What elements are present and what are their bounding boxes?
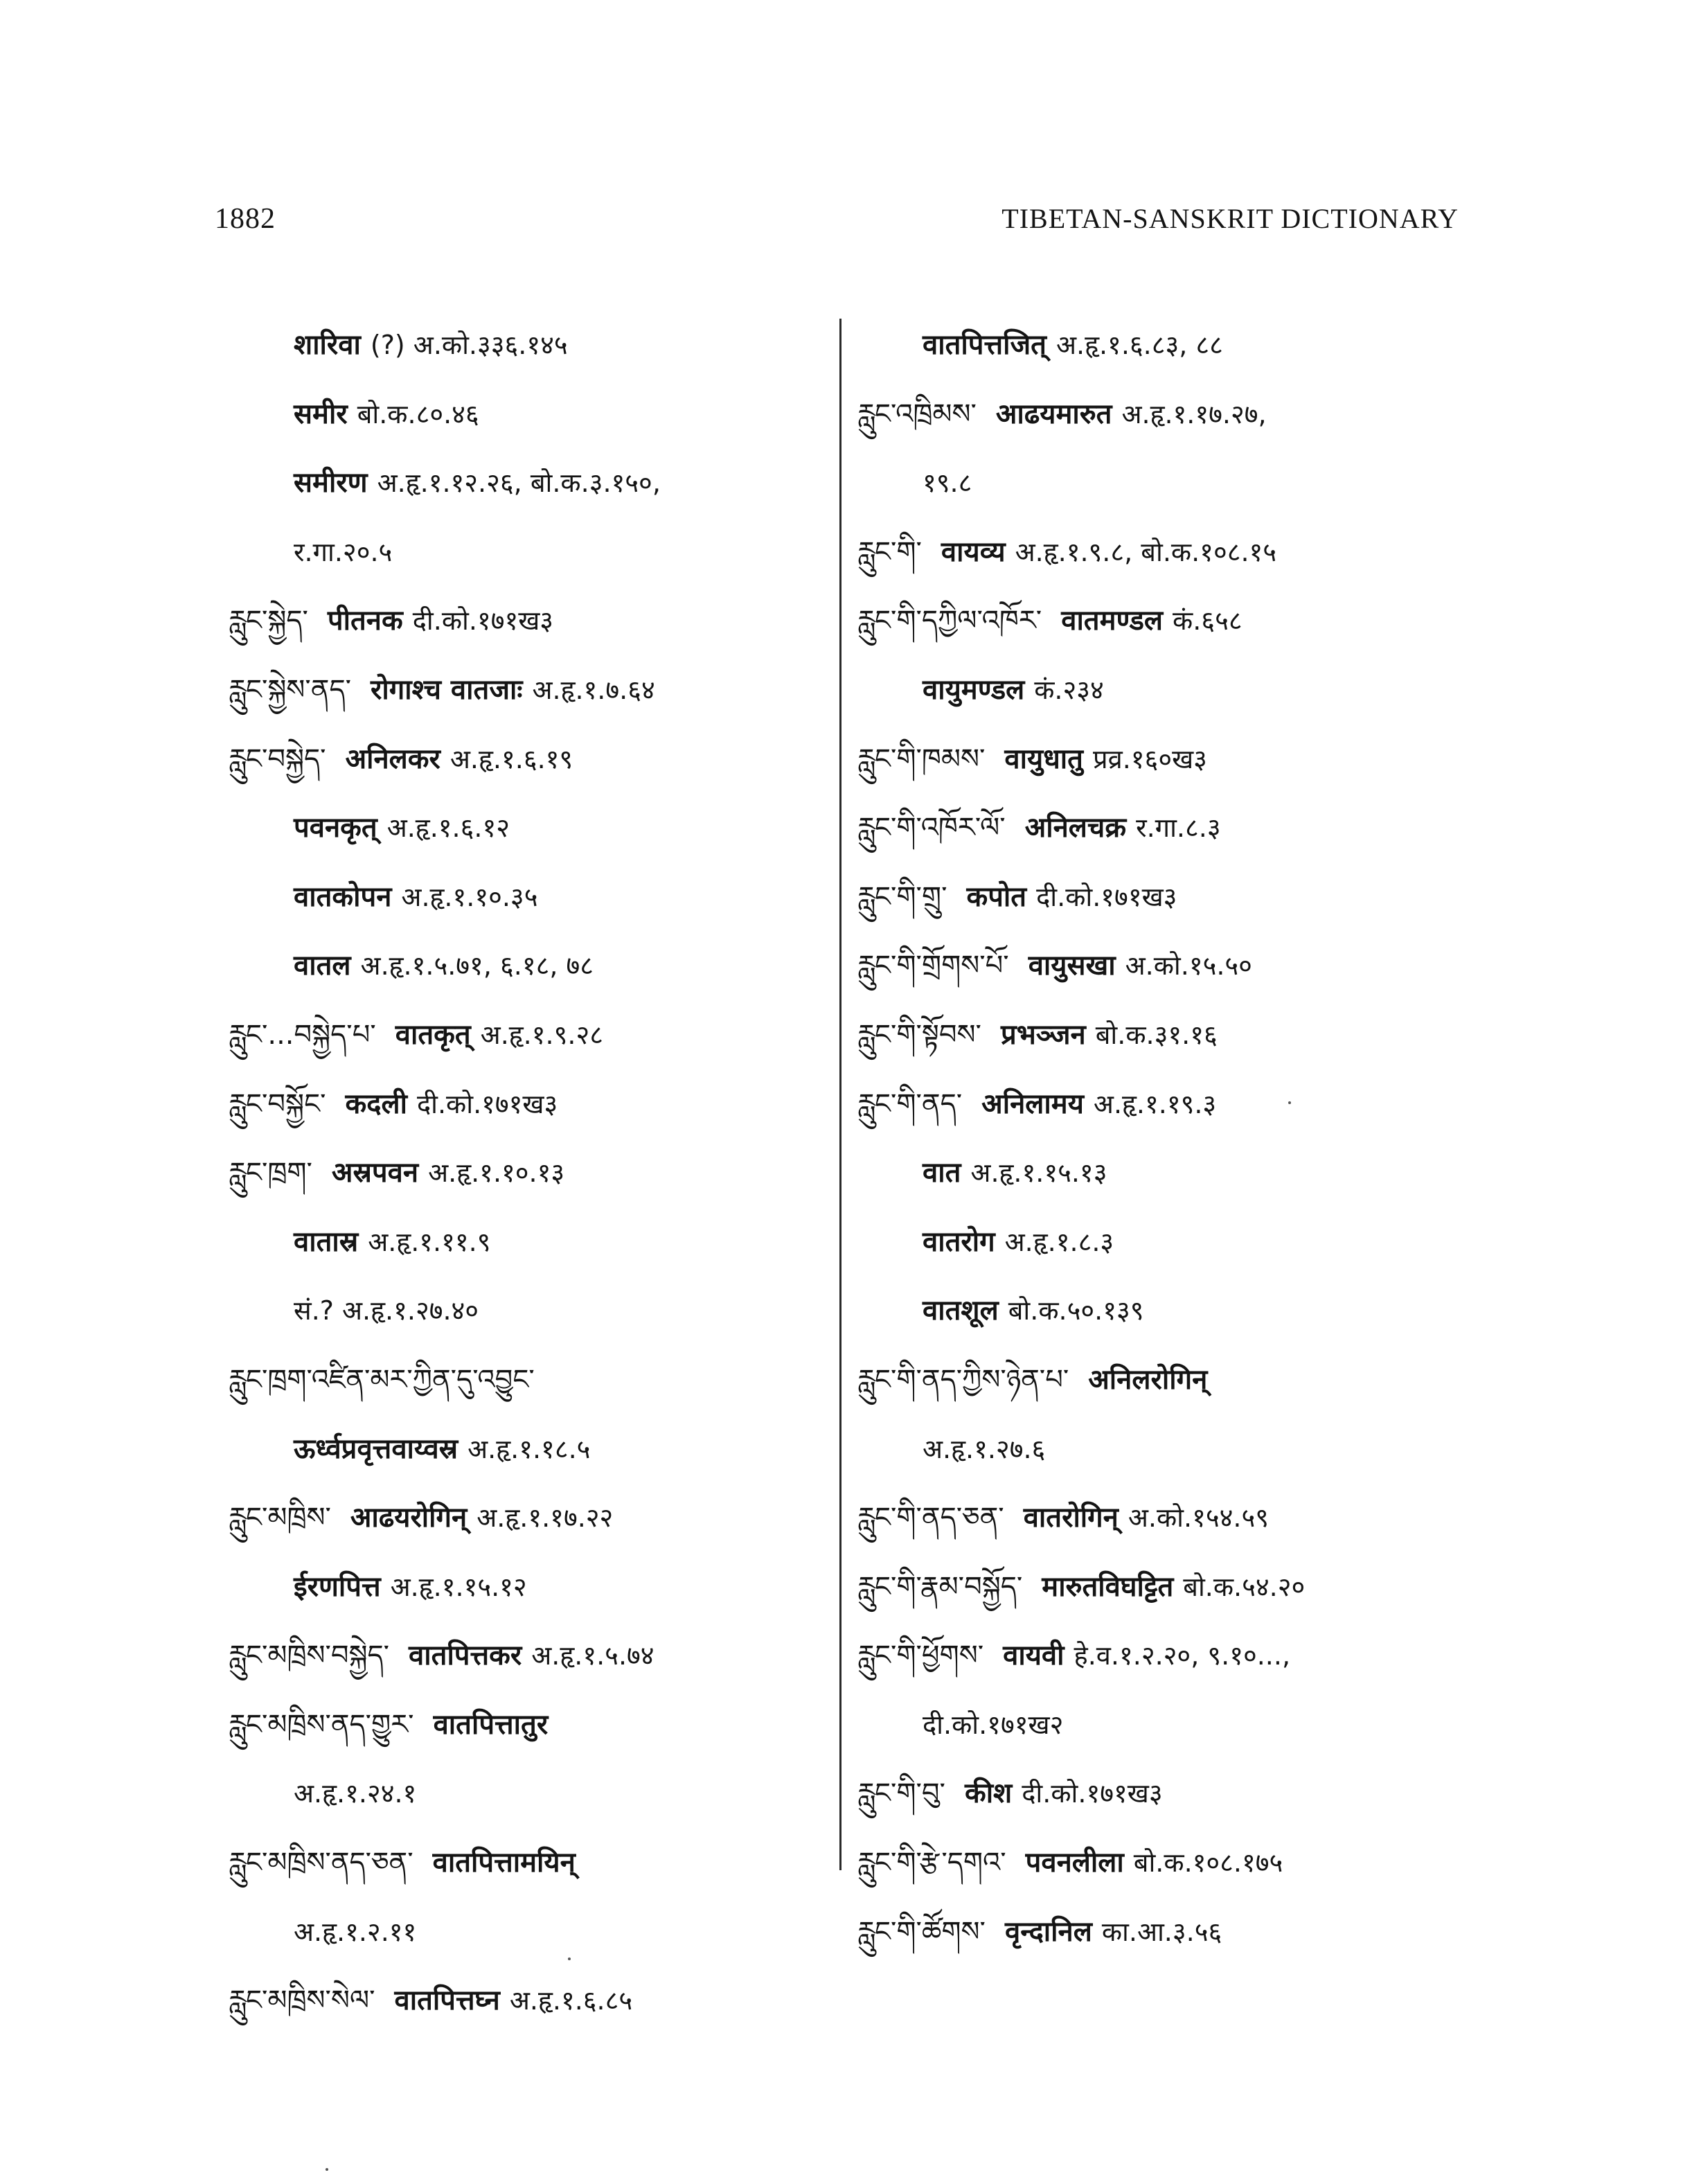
source-reference: अ.हृ.१.६.१९ xyxy=(449,743,573,774)
sanskrit-equivalent: वातल xyxy=(294,950,351,982)
tibetan-headword: རླུང་གི་ནད་ཀྱིས་ཉེན་པ་ xyxy=(857,1363,1069,1396)
sanskrit-equivalent: पवनकृत् xyxy=(294,812,377,844)
sanskrit-equivalent: वातपित्तकर xyxy=(409,1640,522,1672)
tibetan-headword: རླུང་གི་འཁོར་ལོ་ xyxy=(857,812,1006,844)
dictionary-line xyxy=(229,1000,838,1069)
source-reference: अ.हृ.१.९.२८ xyxy=(480,1019,603,1050)
source-reference: बो.क.१०८.१७५ xyxy=(1133,1847,1283,1879)
page-number: 1882 xyxy=(215,203,276,235)
dictionary-line xyxy=(229,1897,838,1967)
source-reference: दी.को.१७१ख३ xyxy=(416,1088,558,1119)
dictionary-line xyxy=(857,1345,1495,1414)
source-reference: बो.क.५४.२० xyxy=(1183,1571,1306,1602)
source-reference: अ.हृ.१.१८.५ xyxy=(467,1433,591,1464)
source-reference: १९.८ xyxy=(923,468,972,499)
source-reference: अ.हृ.१.५.७१, ६.१८, ७८ xyxy=(360,950,594,982)
source-reference: दी.को.१७१ख३ xyxy=(1036,881,1177,912)
scan-speck xyxy=(326,2168,328,2171)
sanskrit-equivalent: कीश xyxy=(964,1777,1013,1810)
dictionary-line xyxy=(229,1345,838,1414)
dictionary-line xyxy=(229,586,838,655)
sanskrit-equivalent: कपोत xyxy=(966,880,1027,913)
tibetan-headword: རླུང་གི་བུ་ xyxy=(857,1777,945,1810)
dictionary-line xyxy=(229,1138,838,1207)
dictionary-line xyxy=(229,725,838,794)
tibetan-headword: རླུང་མཁྲིས་ནད་གྱུར་ xyxy=(229,1708,414,1741)
dictionary-line xyxy=(229,1621,838,1690)
dictionary-line xyxy=(229,380,838,449)
sanskrit-equivalent: अनिलरोगिन् xyxy=(1088,1363,1208,1396)
dictionary-line xyxy=(229,1966,838,2035)
source-reference: अ.हृ.१.२४.१ xyxy=(294,1778,417,1809)
dictionary-line xyxy=(857,1069,1495,1139)
source-reference: अ.हृ.१.६.८३, ८८ xyxy=(1056,330,1223,360)
source-reference: अ.हृ.१.११.९ xyxy=(368,1226,491,1257)
sanskrit-equivalent: समीरण xyxy=(294,467,368,499)
source-reference: प्रव्र.१६०ख३ xyxy=(1092,743,1207,774)
dictionary-line xyxy=(229,1414,838,1484)
dictionary-line xyxy=(857,793,1495,862)
scan-speck xyxy=(1288,1101,1291,1104)
sanskrit-equivalent: वातकोपन xyxy=(294,880,392,913)
sanskrit-equivalent: वातपित्तामयिन् xyxy=(432,1847,576,1879)
source-reference: अ.हृ.१.१२.२६, बो.क.३.१५०, xyxy=(377,468,661,499)
right-column xyxy=(857,310,1495,1966)
tibetan-headword: རླུང་...བསྐྱེད་པ་ xyxy=(229,1018,376,1051)
sanskrit-equivalent: आढयमारुत xyxy=(995,398,1112,430)
tibetan-headword: རླུང་གི་ཕྱོགས་ xyxy=(857,1640,984,1672)
sanskrit-equivalent: वातपित्तातुर xyxy=(433,1708,549,1741)
source-reference: अ.हृ.१.१५.१२ xyxy=(390,1571,527,1602)
tibetan-headword: རླུང་ཁྲག་ xyxy=(229,1157,312,1189)
tibetan-headword: རླུང་གི་ xyxy=(857,535,922,568)
source-reference: अ.को.१५.५० xyxy=(1125,950,1252,982)
column-divider xyxy=(839,319,841,1870)
tibetan-headword: རླུང་མཁྲིས་སེལ་ xyxy=(229,1985,375,2017)
tibetan-headword: རླུང་གི་ཁམས་ xyxy=(857,743,986,775)
sanskrit-equivalent: अस्रपवन xyxy=(331,1157,419,1189)
dictionary-line xyxy=(229,1552,838,1622)
sanskrit-equivalent: वातपित्तघ्न xyxy=(394,1985,500,2017)
sanskrit-equivalent: पीतनक xyxy=(327,605,403,637)
source-reference: अ.हृ.१.७.६४ xyxy=(532,674,655,705)
dictionary-line xyxy=(857,1414,1495,1484)
source-reference: दी.को.१७१ख२ xyxy=(923,1709,1064,1740)
tibetan-headword: རླུང་གི་གྲོགས་པོ་ xyxy=(857,950,1009,982)
tibetan-headword: རླུང་མཁྲིས་ xyxy=(229,1502,331,1534)
dictionary-line xyxy=(857,380,1495,449)
dictionary-line xyxy=(857,1207,1495,1277)
sanskrit-equivalent: वातास्र xyxy=(294,1225,359,1258)
dictionary-line xyxy=(229,1759,838,1828)
dictionary-line xyxy=(229,1207,838,1277)
dictionary-line xyxy=(229,517,838,587)
dictionary-line xyxy=(229,1828,838,1897)
sanskrit-equivalent: वायुमण्डल xyxy=(923,673,1025,706)
sanskrit-equivalent: वायव्य xyxy=(941,535,1006,568)
source-reference: अ.हृ.१.९.८, बो.क.१०८.१५ xyxy=(1015,536,1277,567)
dictionary-line xyxy=(229,310,838,380)
sanskrit-equivalent: वातमण्डल xyxy=(1061,605,1164,637)
tibetan-headword: རླུང་གི་གྲུ་ xyxy=(857,880,947,913)
source-reference: र.गा.८.३ xyxy=(1136,813,1221,844)
source-reference: बो.क.५०.१३९ xyxy=(1008,1295,1144,1326)
dictionary-line xyxy=(857,586,1495,655)
source-reference: बो.क.८०.४६ xyxy=(357,398,479,429)
sanskrit-equivalent: वायवी xyxy=(1003,1640,1065,1672)
running-title: TIBETAN-SANSKRIT DICTIONARY xyxy=(1001,203,1459,234)
source-reference: अ.हृ.१.१७.२२ xyxy=(477,1502,614,1534)
tibetan-headword: རླུང་གི་ཚོགས་ xyxy=(857,1915,986,1948)
sanskrit-equivalent: वायुधातु xyxy=(1004,743,1083,775)
dictionary-line xyxy=(857,1483,1495,1552)
dictionary-line xyxy=(229,1690,838,1759)
source-reference: अ.हृ.१.८.३ xyxy=(1004,1226,1114,1257)
sanskrit-equivalent: प्रभञ्जन xyxy=(1000,1018,1086,1051)
dictionary-line xyxy=(857,448,1495,517)
sanskrit-equivalent: वातरोग xyxy=(923,1225,995,1258)
sanskrit-equivalent: वातपित्तजित् xyxy=(923,329,1047,361)
sanskrit-equivalent: आढयरोगिन् xyxy=(350,1502,467,1534)
tibetan-headword: རླུང་ཁྲག་འཛིན་མར་ཀྱིན་དུ་འབྱུང་ xyxy=(229,1363,535,1396)
tibetan-headword: རླུང་བསྐྱོང་ xyxy=(229,1087,326,1120)
tibetan-headword: རླུང་སྐྱེས་ནད་ xyxy=(229,673,351,706)
tibetan-headword: རླུང་མཁྲིས་ནད་ཅན་ xyxy=(229,1847,413,1879)
sanskrit-equivalent: अनिलामय xyxy=(981,1087,1084,1120)
tibetan-headword: རླུང་མཁྲིས་བསྐྱེད་ xyxy=(229,1640,390,1672)
source-reference: अ.हृ.१.६.१२ xyxy=(386,813,510,844)
tibetan-headword: རླུང་གི་ནད་ xyxy=(857,1087,963,1120)
source-reference: का.आ.३.५६ xyxy=(1101,1916,1222,1947)
source-reference: अ.हृ.१.५.७४ xyxy=(531,1640,654,1671)
sanskrit-equivalent: वायुसखा xyxy=(1028,950,1116,982)
sanskrit-equivalent: पवनलीला xyxy=(1025,1847,1124,1879)
tibetan-headword: རླུང་གི་དཀྱིལ་འཁོར་ xyxy=(857,605,1042,637)
source-reference: अ.को.१५४.५९ xyxy=(1128,1502,1269,1534)
tibetan-headword: རླུང་འཁྲིམས་ xyxy=(857,398,977,430)
sanskrit-equivalent: वातरोगिन् xyxy=(1023,1502,1119,1534)
dictionary-line xyxy=(857,1828,1495,1897)
sanskrit-equivalent: समीर xyxy=(294,398,348,430)
tibetan-headword: རླུང་གི་རྩེ་དགའ་ xyxy=(857,1847,1006,1879)
source-reference: अ.हृ.१.१५.१३ xyxy=(970,1157,1107,1189)
dictionary-line xyxy=(229,1483,838,1552)
sanskrit-equivalent: शारिवा xyxy=(294,329,361,361)
source-reference: अ.हृ.१.१०.१३ xyxy=(428,1157,565,1189)
dictionary-line xyxy=(857,931,1495,1000)
source-reference: अ.हृ.१.२७.६ xyxy=(923,1433,1046,1464)
source-reference: अ.हृ.१.१९.३ xyxy=(1093,1088,1217,1119)
dictionary-line xyxy=(857,1552,1495,1622)
dictionary-line xyxy=(857,310,1495,380)
dictionary-line xyxy=(857,1621,1495,1690)
sanskrit-equivalent: ईरणपित्त xyxy=(294,1570,381,1603)
tibetan-headword: རླུང་གི་རྣམ་བསྐྱོད་ xyxy=(857,1570,1023,1603)
dictionary-line xyxy=(229,1069,838,1139)
sanskrit-equivalent: मारुतविघट्टित xyxy=(1042,1570,1174,1603)
sanskrit-equivalent: कदली xyxy=(345,1087,407,1120)
sanskrit-equivalent: वृन्दानिल xyxy=(1004,1915,1092,1948)
left-column xyxy=(229,310,838,2035)
source-reference: कं.६५८ xyxy=(1173,605,1243,637)
sanskrit-equivalent: रोगाश्च वातजाः xyxy=(371,673,523,706)
source-reference: दी.को.१७१ख३ xyxy=(412,605,554,637)
source-reference: अ.हृ.१.२.११ xyxy=(294,1916,417,1947)
dictionary-line xyxy=(857,517,1495,587)
sanskrit-equivalent: अनिलचक्र xyxy=(1024,812,1127,844)
dictionary-line xyxy=(857,1759,1495,1828)
dictionary-line xyxy=(857,1138,1495,1207)
dictionary-line xyxy=(857,1276,1495,1345)
dictionary-line xyxy=(857,1000,1495,1069)
source-reference: अ.हृ.१.१७.२७, xyxy=(1121,398,1267,429)
scan-speck xyxy=(568,1957,571,1960)
dictionary-line xyxy=(229,1276,838,1345)
source-reference: अ.हृ.१.१०.३५ xyxy=(401,881,538,912)
dictionary-line xyxy=(229,793,838,862)
tibetan-headword: རླུང་གི་སྟོབས་ xyxy=(857,1018,981,1051)
source-reference: अ.हृ.१.६.८५ xyxy=(509,1985,633,2016)
dictionary-line xyxy=(857,655,1495,725)
dictionary-line xyxy=(857,1897,1495,1967)
tibetan-headword: རླུང་བསྐྱེད་ xyxy=(229,743,326,775)
source-reference: र.गा.२०.५ xyxy=(294,536,393,567)
dictionary-line xyxy=(229,862,838,932)
sanskrit-equivalent: ऊर्ध्वप्रवृत्तवाय्वस्र xyxy=(294,1432,458,1465)
sanskrit-equivalent: वात xyxy=(923,1157,961,1189)
sanskrit-equivalent: वातकृत् xyxy=(395,1018,471,1051)
source-reference: कं.२३४ xyxy=(1034,674,1104,705)
dictionary-line xyxy=(857,1690,1495,1759)
dictionary-line xyxy=(857,862,1495,932)
tibetan-headword: རླུང་གི་ནད་ཅན་ xyxy=(857,1502,1004,1534)
dictionary-line xyxy=(857,725,1495,794)
sanskrit-equivalent: वातशूल xyxy=(923,1295,999,1327)
dictionary-line xyxy=(229,931,838,1000)
source-reference: सं.? अ.हृ.१.२७.४० xyxy=(294,1295,479,1326)
tibetan-headword: རླུང་སྐྱེད་ xyxy=(229,605,308,637)
source-reference: हे.व.१.२.२०, ९.१०..., xyxy=(1074,1640,1291,1671)
dictionary-line xyxy=(229,448,838,517)
dictionary-line xyxy=(229,655,838,725)
source-reference: (?) अ.को.३३६.१४५ xyxy=(370,330,568,360)
sanskrit-equivalent: अनिलकर xyxy=(345,743,440,775)
source-reference: बो.क.३१.१६ xyxy=(1095,1019,1218,1050)
source-reference: दी.को.१७१ख३ xyxy=(1022,1778,1163,1809)
